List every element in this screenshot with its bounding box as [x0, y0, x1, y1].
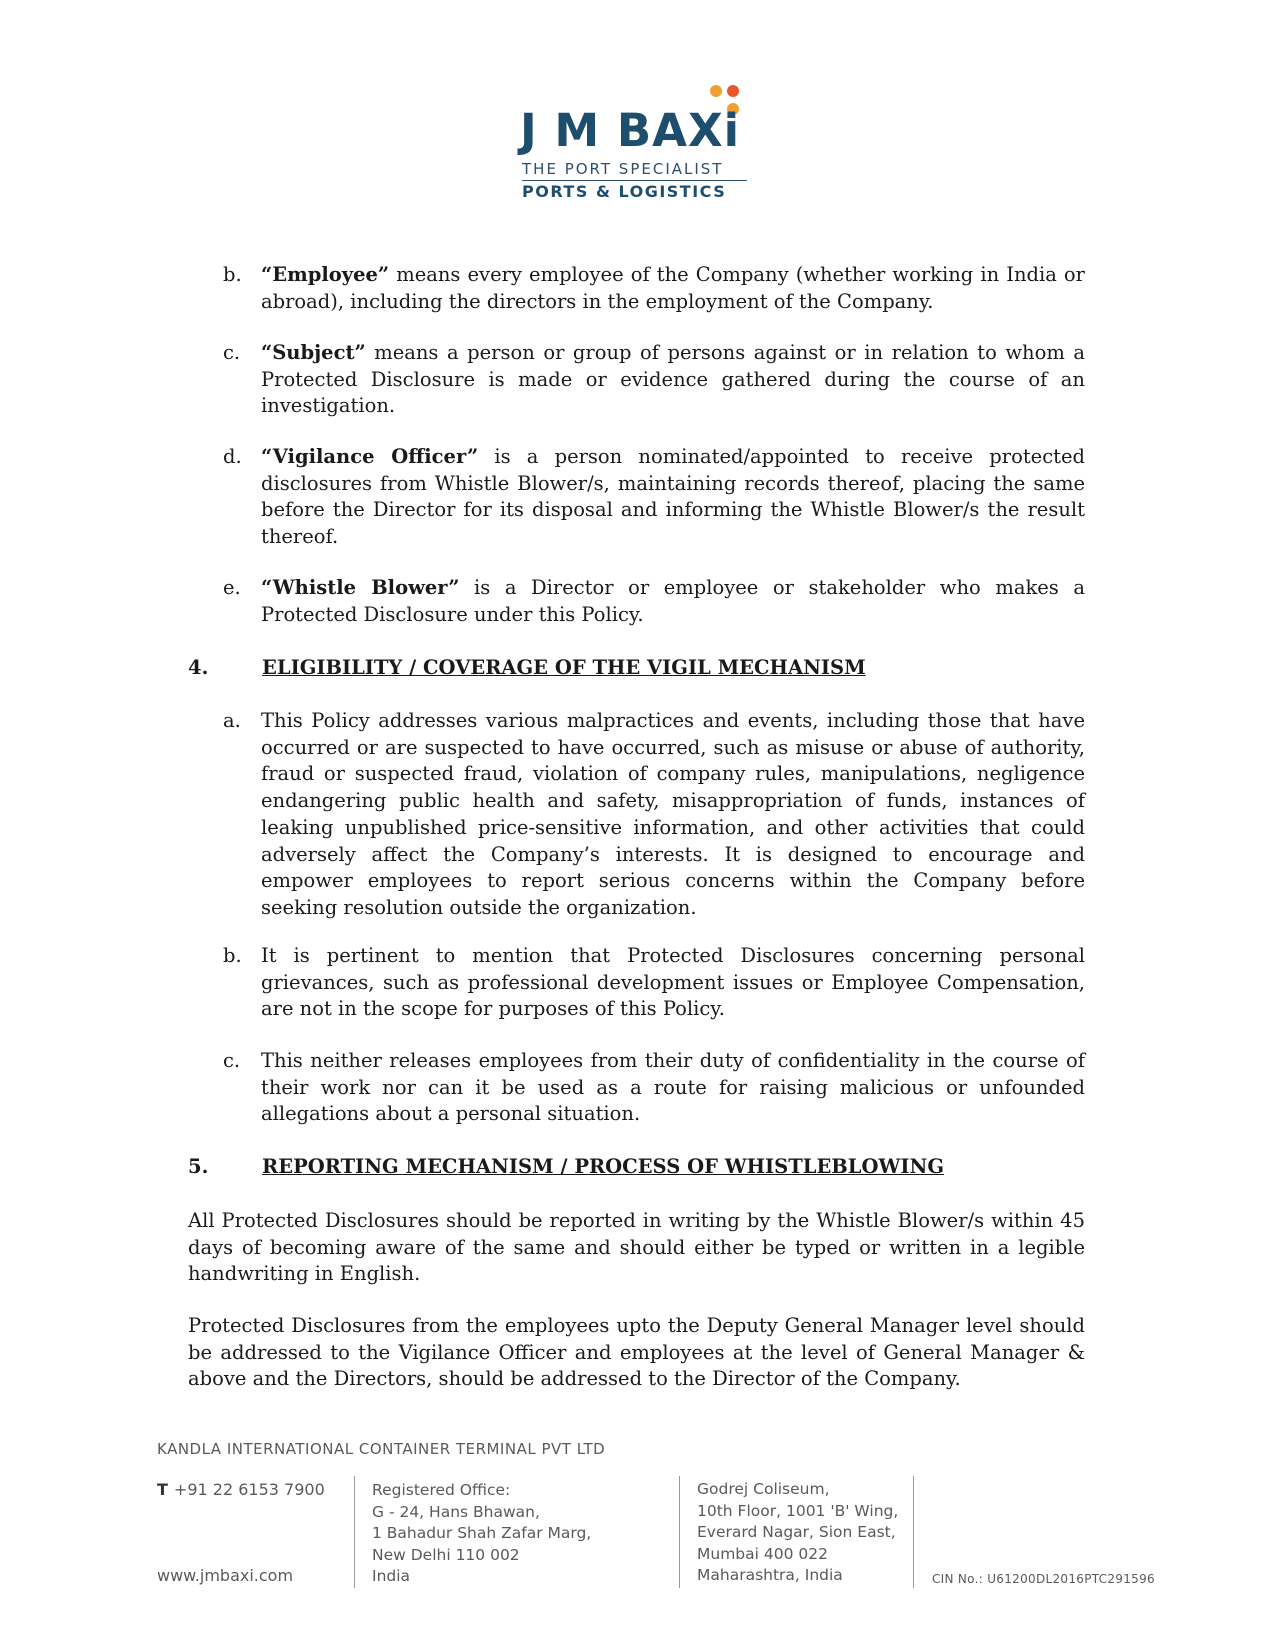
footer-company-name: KANDLA INTERNATIONAL CONTAINER TERMINAL PVT LTD	[157, 1440, 606, 1458]
footer-registered-office: Registered Office: G - 24, Hans Bhawan, 1 Bahadur Shah Zafar Marg, New Delhi 110 002 India	[372, 1481, 592, 1585]
section-4-item-b	[223, 943, 1085, 1023]
list-marker: d.	[223, 445, 242, 468]
definition-term: “Employee”	[261, 263, 390, 286]
list-marker: c.	[223, 341, 241, 364]
section-4-item-a	[223, 708, 1085, 922]
definition-term: “Subject”	[261, 341, 366, 364]
definition-whistle-blower	[223, 575, 1085, 628]
logo-divider	[522, 180, 747, 181]
footer-cin-number: CIN No.: U61200DL2016PTC291596	[932, 1572, 1155, 1586]
definition-term: “Vigilance Officer”	[261, 445, 479, 468]
logo-tagline: THE PORT SPECIALIST	[522, 160, 724, 178]
section-5-heading	[188, 1154, 1088, 1181]
logo-name: J M BAXi	[520, 104, 741, 157]
list-item-text: This Policy addresses various malpractices and events, including those that have occurred or are suspected to have occurred, such as misuse or abuse of authority, fraud or suspected fraud, violation of company rules, manipulations, negligence endangering public health and safety, misappropriation of funds, instances of leaking unpublished price-sensitive information, and other activities that could adversely affect the Company’s interests. It is designed to encourage and empower employees to report serious concerns within the Company before seeking resolution outside the organization.	[261, 709, 1085, 919]
list-marker: b.	[223, 944, 242, 967]
definition-term: “Whistle Blower”	[261, 576, 460, 599]
footer-divider	[354, 1476, 355, 1588]
section-4-heading	[188, 655, 1088, 682]
footer-divider	[913, 1476, 914, 1588]
definition-subject	[223, 340, 1085, 420]
section-title: REPORTING MECHANISM / PROCESS OF WHISTLEBLOWING	[262, 1155, 944, 1178]
list-marker: b.	[223, 263, 242, 286]
footer-mumbai-address: Godrej Coliseum, 10th Floor, 1001 'B' Wing, Everard Nagar, Sion East, Mumbai 400 022 Maharashtra, India	[697, 1480, 899, 1584]
list-marker: e.	[223, 576, 241, 599]
list-marker: c.	[223, 1049, 241, 1072]
footer-website-link[interactable]: www.jmbaxi.com	[157, 1566, 294, 1585]
definition-text: is a person nominated/appointed to receive protected disclosures from Whistle Blower/s, maintaining records thereof, placing the same before the Director for its disposal and informing the Whistle Blower/s the result thereof.	[261, 445, 1085, 549]
definition-employee	[223, 262, 1085, 315]
section-5-paragraph-2: Protected Disclosures from the employees upto the Deputy General Manager level should be addressed to the Vigilance Officer and employees at the level of General Manager & above and the Directors, should be addressed to the Director of the Company.	[188, 1314, 1085, 1391]
section-title: ELIGIBILITY / COVERAGE OF THE VIGIL MECHANISM	[262, 656, 866, 679]
phone-label: T	[157, 1480, 168, 1499]
phone-number: +91 22 6153 7900	[173, 1480, 325, 1499]
section-4-item-c	[223, 1048, 1085, 1128]
definition-text: is a Director or employee or stakeholder who makes a Protected Disclosure under this Policy.	[261, 576, 1085, 626]
list-item-text: It is pertinent to mention that Protected Disclosures concerning personal grievances, such as professional development issues or Employee Compensation, are not in the scope for purposes of this Policy.	[261, 944, 1085, 1021]
section-number: 5.	[188, 1155, 209, 1178]
footer-phone	[157, 1480, 325, 1499]
footer-divider	[679, 1476, 680, 1588]
definition-text: means every employee of the Company (whether working in India or abroad), including the directors in the employment of the Company.	[261, 263, 1085, 313]
logo-subline: PORTS & LOGISTICS	[522, 182, 727, 201]
company-logo	[520, 80, 760, 205]
section-number: 4.	[188, 656, 209, 679]
list-marker: a.	[223, 709, 241, 732]
section-5-paragraph-1: All Protected Disclosures should be reported in writing by the Whistle Blower/s within 45 days of becoming aware of the same and should either be typed or written in a legible handwriting in English.	[188, 1209, 1085, 1286]
definition-text: means a person or group of persons against or in relation to whom a Protected Disclosure is made or evidence gathered during the course of an investigation.	[261, 341, 1085, 418]
list-item-text: This neither releases employees from their duty of confidentiality in the course of their work nor can it be used as a route for raising malicious or unfounded allegations about a personal situation.	[261, 1049, 1085, 1126]
definition-vigilance-officer	[223, 444, 1085, 551]
